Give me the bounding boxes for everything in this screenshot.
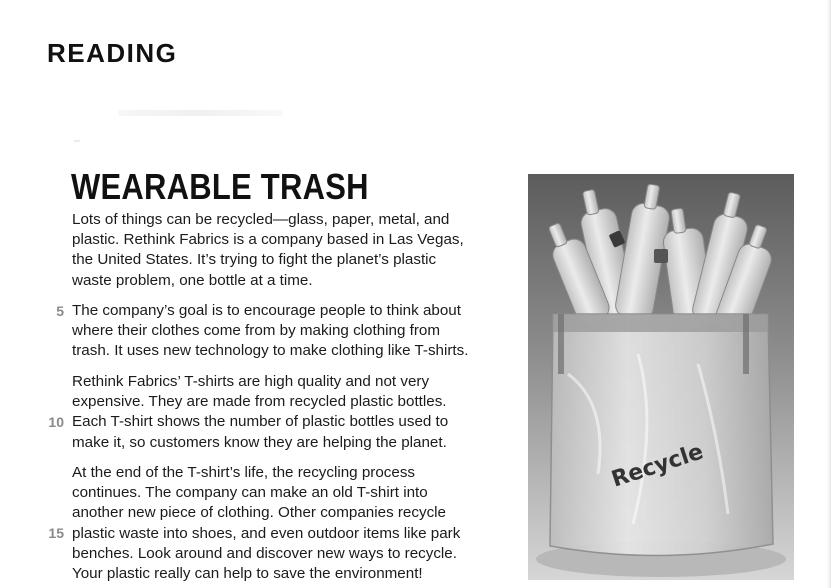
- bag-label-text: Recycle: [608, 439, 707, 493]
- article-paragraph-2: [72, 301, 517, 362]
- faded-artifact-dot: [74, 140, 80, 142]
- paragraph-line: trash. It uses new technology to make clothing like T-shirts.: [72, 342, 469, 360]
- paragraph-line: Each T-shirt shows the number of plastic bottles used to: [72, 413, 449, 431]
- faded-artifact: [118, 110, 283, 116]
- article-paragraph-3: [72, 372, 517, 453]
- paragraph-line: plastic. Rethink Fabrics is a company based in Las Vegas,: [72, 231, 464, 249]
- page-edge-shadow: [827, 0, 831, 588]
- paragraph-line: plastic waste into shoes, and even outdoor items like park: [72, 524, 461, 542]
- recycling-bag-photo: [528, 174, 794, 580]
- paragraph-line: Rethink Fabrics’ T-shirts are high quality and not very: [72, 373, 430, 390]
- article-title: WEARABLE TRASH: [71, 166, 369, 207]
- article-paragraph-4: [72, 463, 517, 584]
- section-heading: READING: [47, 38, 178, 68]
- line-number: 10: [48, 414, 64, 430]
- paragraph-line: continues. The company can make an old T-shirt into: [72, 484, 428, 502]
- recycling-bag-illustration: [528, 174, 794, 580]
- paragraph-line: Your plastic really can help to save the environment!: [72, 565, 423, 583]
- paragraph-line: waste problem, one bottle at a time.: [72, 271, 313, 289]
- paragraph-line: make it, so customers know they are helping the planet.: [72, 433, 447, 451]
- paragraph-line: benches. Look around and discover new ways to recycle.: [72, 544, 457, 562]
- paragraph-line: another new piece of clothing. Other companies recycle: [72, 504, 446, 522]
- paragraph-line: expensive. They are made from recycled plastic bottles.: [72, 393, 447, 411]
- line-number: 5: [56, 303, 64, 319]
- paragraph-line: The company’s goal is to encourage people to think about: [72, 302, 461, 319]
- paragraph-line: where their clothes come from by making clothing from: [72, 322, 441, 340]
- paragraph-line: the United States. It’s trying to fight the planet’s plastic: [72, 251, 437, 269]
- article-paragraph-1: [72, 210, 517, 291]
- paragraph-line: Lots of things can be recycled—glass, paper, metal, and: [72, 211, 450, 228]
- paragraph-line: At the end of the T-shirt’s life, the recycling process: [72, 464, 416, 481]
- line-number: 15: [48, 525, 64, 541]
